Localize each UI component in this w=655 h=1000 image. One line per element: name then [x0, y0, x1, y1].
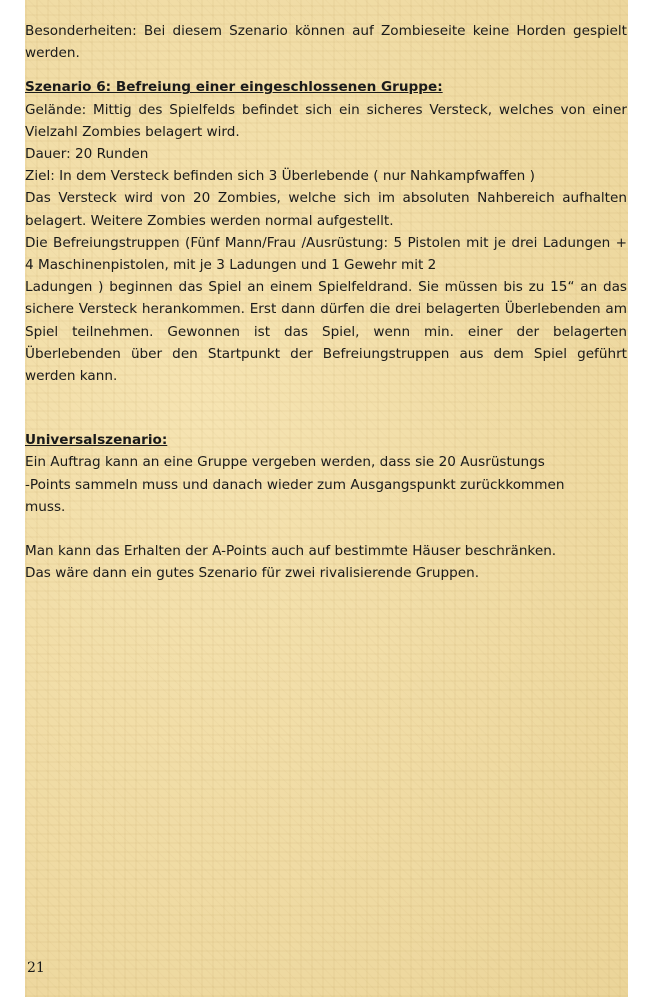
- spacer: [25, 387, 627, 429]
- scenario6-goal: Ziel: In dem Versteck befinden sich 3 Überlebende ( nur Nahkampfwaffen ): [25, 168, 535, 185]
- scenario6-siege: Das Versteck wird von 20 Zombies, welche sich im absoluten Nahbereich aufhalten belagert. Weitere Zombies werden normal aufgestellt.: [25, 190, 627, 229]
- scenario6-heading: Szenario 6: Befreiung einer eingeschlossenen Gruppe:: [25, 79, 443, 96]
- intro-paragraph: Besonderheiten: Bei diesem Szenario können auf Zombieseite keine Horden gespielt werden.: [25, 23, 627, 62]
- universal-note-2: Das wäre dann ein gutes Szenario für zwei rivalisierende Gruppen.: [25, 565, 480, 582]
- page-number: 21: [27, 960, 45, 976]
- scenario6-rescue-part1: Die Befreiungstruppen (Fünf Mann/Frau /Ausrüstung: 5 Pistolen mit je drei Ladungen + 4 Maschinenpistolen, mit je 3 Ladungen und 1 Gewehr mit 2: [25, 234, 627, 274]
- universal-heading: Universalszenario:: [25, 432, 168, 449]
- spacer: [25, 518, 627, 540]
- universal-line-3: muss.: [25, 498, 66, 515]
- scenario6-rescue-part2: Ladungen ) beginnen das Spiel an einem Spielfeldrand. Sie müssen bis zu 15“ an das sichere Versteck herankommen. Erst dann dürfen die drei belagerten Überlebenden am Spiel teilnehmen. Gewonnen ist das Spiel, wenn min. einer der belagerten Überlebenden über den Startpunkt der Befreiungstruppen aus dem Spiel geführt werden kann.: [25, 279, 627, 385]
- document-body: [25, 20, 627, 584]
- universal-note-1: Man kann das Erhalten der A-Points auch auf bestimmte Häuser beschränken.: [25, 543, 557, 560]
- scenario6-duration: Dauer: 20 Runden: [25, 146, 149, 163]
- scenario6-terrain: Gelände: Mittig des Spielfelds befindet sich ein sicheres Versteck, welches von einer Vielzahl Zombies belagert wird.: [25, 101, 627, 140]
- spacer: [25, 64, 627, 76]
- universal-line-1: Ein Auftrag kann an eine Gruppe vergeben werden, dass sie 20 Ausrüstungs: [25, 454, 545, 471]
- universal-line-2: -Points sammeln muss und danach wieder zum Ausgangspunkt zurückkommen: [25, 476, 565, 493]
